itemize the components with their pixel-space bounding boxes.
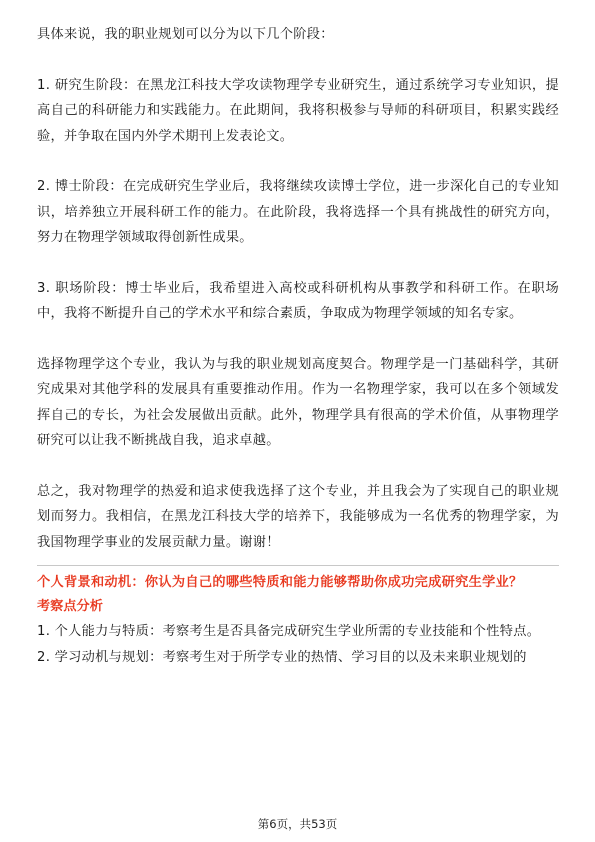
document-body: [37, 22, 559, 670]
conclusion-paragraph: 总之，我对物理学的热爱和追求使我选择了这个专业，并且我会为了实现自己的职业规划而努力。我相信，在黑龙江科技大学的培养下，我能够成为一名优秀的物理学家，为我国物理学事业的发展贡献力量。谢谢！: [37, 483, 559, 550]
intro-paragraph: 具体来说，我的职业规划可以分为以下几个阶段：: [37, 27, 334, 42]
analysis-heading: 考察点分析: [37, 599, 103, 614]
section-divider: [37, 565, 559, 566]
stage1-paragraph: 1. 研究生阶段：在黑龙江科技大学攻读物理学专业研究生，通过系统学习专业知识，提高自己的科研能力和实践能力。在此期间，我将积极参与导师的科研项目，积累实践经验，并争取在国内外学术期刊上发表论文。: [37, 77, 559, 144]
reason-paragraph: 选择物理学这个专业，我认为与我的职业规划高度契合。物理学是一门基础科学，其研究成果对其他学科的发展具有重要推动作用。作为一名物理学家，我可以在多个领域发挥自己的专长，为社会发展做出贡献。此外，物理学具有很高的学术价值，从事物理学研究可以让我不断挑战自我，追求卓越。: [37, 356, 559, 448]
analysis-point-2: 2. 学习动机与规划：考察考生对于所学专业的热情、学习目的以及未来职业规划的: [37, 649, 527, 665]
question-title: 个人背景和动机：你认为自己的哪些特质和能力能够帮助你成功完成研究生学业？: [37, 575, 523, 590]
stage3-paragraph: 3. 职场阶段：博士毕业后，我希望进入高校或科研机构从事教学和科研工作。在职场中，我将不断提升自己的学术水平和综合素质，争取成为物理学领域的知名专家。: [37, 280, 559, 321]
page-number: 第6页，共53页: [257, 817, 338, 831]
stage2-paragraph: 2. 博士阶段：在完成研究生学业后，我将继续攻读博士学位，进一步深化自己的专业知识，培养独立开展科研工作的能力。在此阶段，我将选择一个具有挑战性的研究方向，努力在物理学领域取得创新性成果。: [37, 179, 559, 245]
analysis-point-1: 1. 个人能力与特质：考察考生是否具备完成研究生学业所需的专业技能和个性特点。: [37, 624, 541, 639]
